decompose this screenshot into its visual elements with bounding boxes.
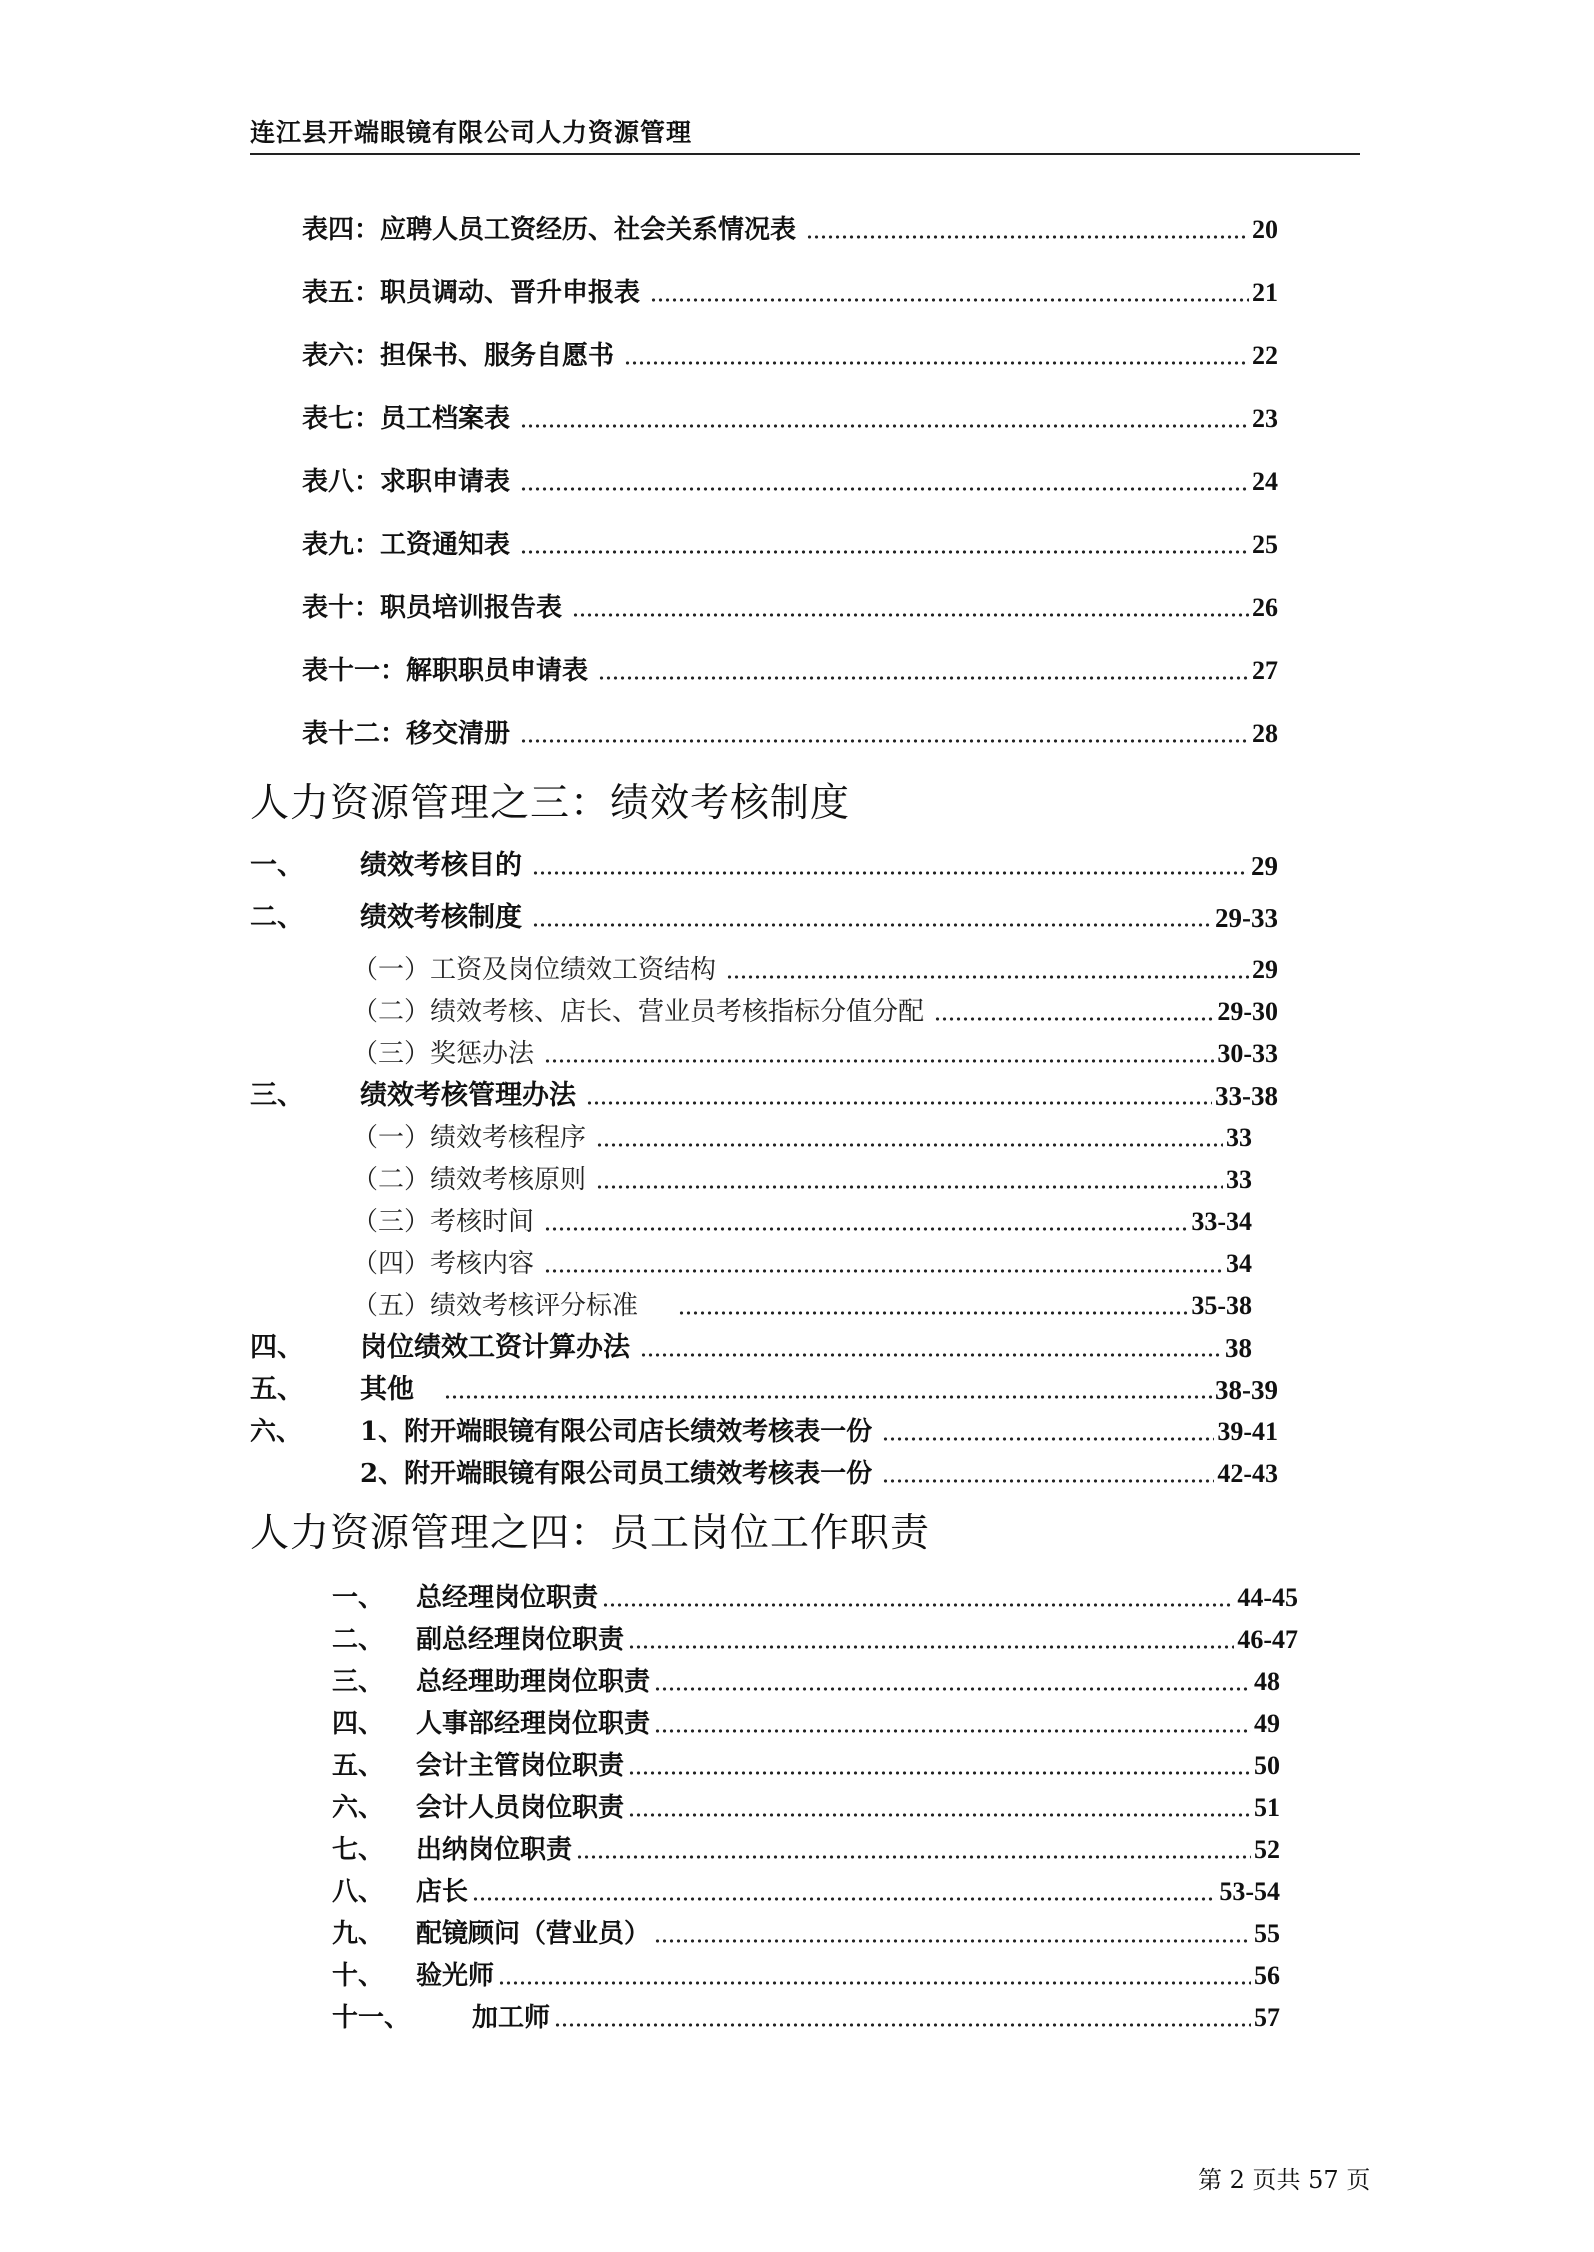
toc-subentry[interactable] [352, 1118, 1252, 1158]
dot-leader [628, 1645, 1234, 1649]
page-header: 连江县开端眼镜有限公司人力资源管理 [250, 115, 1360, 155]
toc-page-number: 33 [1226, 1165, 1252, 1194]
dot-leader [444, 1395, 1212, 1399]
toc-entry-form-7[interactable] [302, 399, 1278, 439]
toc-page-number: 33-34 [1191, 1207, 1252, 1236]
dot-leader [544, 1269, 1223, 1273]
dot-leader [654, 1939, 1251, 1943]
dot-leader [586, 1101, 1212, 1105]
dot-leader [650, 298, 1249, 302]
toc-entry[interactable] [250, 846, 1278, 886]
toc-entry-label: 表十一：解职职员申请表 [302, 656, 589, 686]
toc-entry-number: 十一、 [332, 2003, 411, 2033]
toc-page-number: 38-39 [1215, 1375, 1278, 1405]
toc-page-number: 27 [1252, 656, 1278, 685]
dot-leader [520, 739, 1249, 743]
toc-entry[interactable] [250, 1370, 1278, 1410]
toc-page-number: 42-43 [1217, 1459, 1278, 1488]
dot-leader [882, 1479, 1214, 1483]
toc-entry-number: 四、 [250, 1332, 304, 1363]
dot-leader [640, 1353, 1222, 1357]
toc-entry[interactable] [332, 1914, 1280, 1954]
toc-page-number: 23 [1252, 404, 1278, 433]
dot-leader [520, 424, 1249, 428]
toc-page-number: 29-30 [1217, 997, 1278, 1026]
toc-subentry[interactable] [352, 992, 1278, 1032]
toc-page-number: 53-54 [1219, 1877, 1280, 1906]
toc-page-number: 50 [1254, 1751, 1280, 1780]
toc-entry-title: （二）绩效考核、店长、营业员考核指标分值分配 [352, 997, 925, 1027]
toc-entry-title: （一）绩效考核程序 [352, 1123, 587, 1153]
toc-page-number: 44-45 [1237, 1583, 1298, 1612]
toc-entry-title: 副总经理岗位职责 [416, 1625, 625, 1655]
toc-entry-number: 九、 [332, 1919, 385, 1949]
toc-page-number: 35-38 [1191, 1291, 1252, 1320]
section-3-title: 人力资源管理之三：绩效考核制度 [250, 781, 851, 826]
toc-entry-title: 人事部经理岗位职责 [416, 1709, 651, 1739]
toc-entry-title: 2、附开端眼镜有限公司员工绩效考核表一份 [360, 1459, 873, 1489]
toc-entry-label: 表六：担保书、服务自愿书 [302, 341, 615, 371]
toc-entry-title: 绩效考核管理办法 [360, 1080, 576, 1111]
toc-entry[interactable] [250, 898, 1278, 938]
toc-subentry[interactable] [352, 1160, 1252, 1200]
dot-leader [498, 1981, 1251, 1985]
toc-entry-title: 加工师 [472, 2003, 551, 2033]
toc-entry-title: （四）考核内容 [352, 1249, 535, 1279]
toc-page-number: 22 [1252, 341, 1278, 370]
toc-entry[interactable] [250, 1328, 1252, 1368]
toc-entry-number: 六、 [332, 1793, 385, 1823]
dot-leader [678, 1311, 1188, 1315]
toc-entry-number: 七、 [332, 1835, 385, 1865]
toc-entry-number: 四、 [332, 1709, 385, 1739]
toc-entry-number: 五、 [250, 1374, 304, 1405]
dot-leader [520, 550, 1249, 554]
toc-entry-title: （三）考核时间 [352, 1207, 535, 1237]
toc-entry-label: 表七：员工档案表 [302, 404, 511, 434]
dot-leader [934, 1017, 1214, 1021]
toc-entry-number: 十、 [332, 1961, 385, 1991]
toc-entry-number: 六、 [250, 1417, 303, 1447]
toc-page-number: 25 [1252, 530, 1278, 559]
dot-leader [554, 2023, 1251, 2027]
toc-entry-form-4[interactable] [302, 210, 1278, 250]
toc-entry-label: 表四：应聘人员工资经历、社会关系情况表 [302, 215, 797, 245]
toc-page-number: 48 [1254, 1667, 1280, 1696]
toc-entry[interactable] [332, 1746, 1280, 1786]
toc-entry-form-8[interactable] [302, 462, 1278, 502]
dot-leader [596, 1143, 1223, 1147]
toc-entry-form-5[interactable] [302, 273, 1278, 313]
toc-page-number: 30-33 [1217, 1039, 1278, 1068]
toc-entry-number: 三、 [250, 1080, 304, 1111]
toc-entry[interactable] [332, 1956, 1280, 1996]
toc-entry[interactable] [332, 1578, 1298, 1618]
toc-entry-title: （五）绩效考核评分标准 [352, 1291, 639, 1321]
dot-leader [624, 361, 1249, 365]
toc-entry-form-12[interactable] [302, 714, 1278, 754]
toc-subentry[interactable] [352, 1202, 1252, 1242]
toc-entry[interactable] [332, 1620, 1298, 1660]
dot-leader [544, 1227, 1188, 1231]
toc-page-number: 24 [1252, 467, 1278, 496]
toc-entry-title: （二）绩效考核原则 [352, 1165, 587, 1195]
toc-entry-number: 一、 [332, 1583, 385, 1613]
toc-entry-number: 五、 [332, 1751, 385, 1781]
toc-subentry[interactable] [352, 950, 1278, 990]
toc-entry-title: 出纳岗位职责 [416, 1835, 573, 1865]
dot-leader [654, 1729, 1251, 1733]
toc-page-number: 49 [1254, 1709, 1280, 1738]
toc-entry[interactable] [332, 1830, 1280, 1870]
dot-leader [576, 1855, 1251, 1859]
toc-entry[interactable] [332, 1788, 1280, 1828]
dot-leader [654, 1687, 1251, 1691]
toc-entry-title: 会计人员岗位职责 [416, 1793, 625, 1823]
toc-entry-number: 八、 [332, 1877, 385, 1907]
toc-page-number: 55 [1254, 1919, 1280, 1948]
toc-entry[interactable] [332, 1662, 1280, 1702]
toc-page-number: 51 [1254, 1793, 1280, 1822]
toc-entry-label: 表五：职员调动、晋升申报表 [302, 278, 641, 308]
dot-leader [532, 871, 1248, 875]
toc-entry-form-10[interactable] [302, 588, 1278, 628]
toc-entry-title: （三）奖惩办法 [352, 1039, 535, 1069]
dot-leader [544, 1059, 1214, 1063]
dot-leader [472, 1897, 1216, 1901]
toc-page-number: 38 [1225, 1333, 1252, 1363]
toc-entry-title: 店长 [416, 1877, 469, 1907]
toc-entry-title: 其他 [360, 1374, 414, 1405]
dot-leader [726, 975, 1249, 979]
dot-leader [596, 1185, 1223, 1189]
toc-entry-number: 二、 [332, 1625, 385, 1655]
toc-page-number: 29 [1252, 955, 1278, 984]
toc-entry-number: 二、 [250, 902, 304, 933]
toc-page-number: 57 [1254, 2003, 1280, 2032]
toc-subentry[interactable] [352, 1034, 1278, 1074]
toc-page-number: 33-38 [1215, 1081, 1278, 1111]
toc-entry-title: 会计主管岗位职责 [416, 1751, 625, 1781]
toc-page-number: 29 [1251, 851, 1278, 881]
toc-entry-number: 三、 [332, 1667, 385, 1697]
toc-page-number: 46-47 [1237, 1625, 1298, 1654]
toc-page-number: 29-33 [1215, 903, 1278, 933]
toc-entry[interactable] [250, 1412, 1278, 1452]
dot-leader [628, 1771, 1251, 1775]
toc-entry-form-9[interactable] [302, 525, 1278, 565]
toc-page-number: 28 [1252, 719, 1278, 748]
dot-leader [602, 1603, 1234, 1607]
toc-entry-number: 一、 [250, 850, 304, 881]
toc-entry-label: 表十二：移交清册 [302, 719, 511, 749]
toc-page-number: 26 [1252, 593, 1278, 622]
page-footer: 第 2 页共 57 页 [1198, 2166, 1371, 2194]
toc-entry-form-11[interactable] [302, 651, 1278, 691]
dot-leader [882, 1437, 1214, 1441]
toc-entry-title: 1、附开端眼镜有限公司店长绩效考核表一份 [360, 1417, 873, 1447]
toc-entry-title: 岗位绩效工资计算办法 [360, 1332, 630, 1363]
dot-leader [806, 235, 1249, 239]
toc-entry-title: 绩效考核制度 [360, 902, 522, 933]
toc-entry[interactable] [360, 1454, 1278, 1494]
dot-leader [532, 923, 1212, 927]
section-4-title: 人力资源管理之四：员工岗位工作职责 [250, 1511, 931, 1556]
toc-entry-title: 总经理助理岗位职责 [416, 1667, 651, 1697]
toc-entry-title: 总经理岗位职责 [416, 1583, 599, 1613]
toc-subentry[interactable] [352, 1244, 1252, 1284]
dot-leader [598, 676, 1249, 680]
toc-entry-title: 配镜顾问（营业员） [416, 1919, 651, 1949]
toc-page-number: 34 [1226, 1249, 1252, 1278]
toc-entry-label: 表九：工资通知表 [302, 530, 511, 560]
toc-entry[interactable] [332, 1704, 1280, 1744]
toc-entry-title: 验光师 [416, 1961, 495, 1991]
toc-page-number: 56 [1254, 1961, 1280, 1990]
toc-entry-title: 绩效考核目的 [360, 850, 522, 881]
dot-leader [628, 1813, 1251, 1817]
toc-entry-label: 表八：求职申请表 [302, 467, 511, 497]
toc-entry[interactable] [332, 1998, 1280, 2038]
dot-leader [520, 487, 1249, 491]
toc-page-number: 33 [1226, 1123, 1252, 1152]
dot-leader [572, 613, 1249, 617]
toc-subentry[interactable] [352, 1286, 1252, 1326]
toc-entry-label: 表十：职员培训报告表 [302, 593, 563, 623]
toc-entry-form-6[interactable] [302, 336, 1278, 376]
toc-entry[interactable] [332, 1872, 1280, 1912]
toc-page-number: 52 [1254, 1835, 1280, 1864]
toc-page-number: 21 [1252, 278, 1278, 307]
toc-page-number: 20 [1252, 215, 1278, 244]
toc-entry-title: （一）工资及岗位绩效工资结构 [352, 955, 717, 985]
toc-page-number: 39-41 [1217, 1417, 1278, 1446]
toc-entry[interactable] [250, 1076, 1278, 1116]
